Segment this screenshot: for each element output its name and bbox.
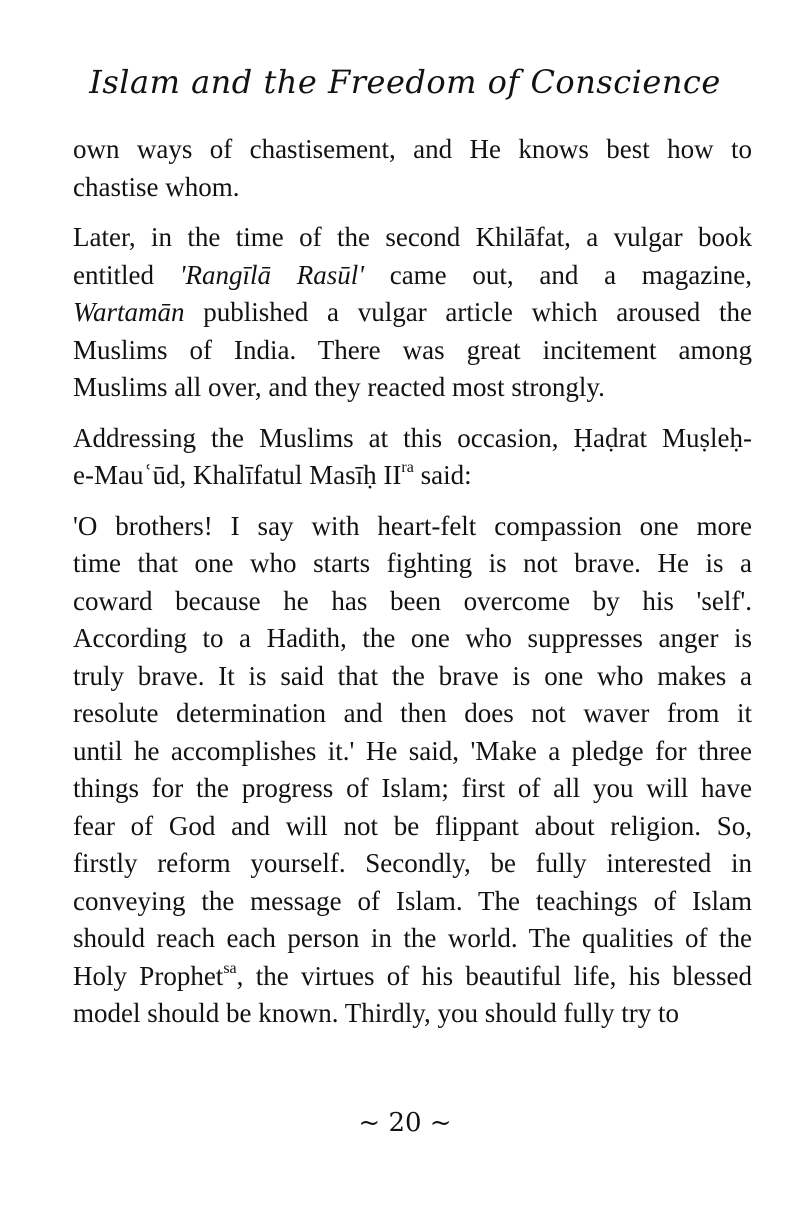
text-line: According to a Hadith, the one who suppresses anger is bbox=[73, 623, 752, 653]
book-title-italic: 'Rangīlā Rasūl' bbox=[179, 259, 364, 290]
text-segment: came out, and a magazine, bbox=[363, 259, 752, 290]
text-segment: said: bbox=[413, 460, 472, 490]
text-line: Muslims all over, and they reacted most strongly. bbox=[73, 372, 605, 402]
text-line: resolute determination and then does not waver from it bbox=[73, 698, 752, 728]
text-line: conveying the message of Islam. The teachings of Islam bbox=[73, 885, 752, 916]
text-segment: published a vulgar article which aroused the bbox=[184, 297, 752, 327]
text-line: truly brave. It is said that the brave is one who makes a bbox=[73, 660, 752, 691]
text-segment: entitled bbox=[73, 259, 180, 290]
magazine-title-italic: Wartamān bbox=[73, 297, 185, 327]
text-line: Addressing the Muslims at this occasion, Ḥaḍrat Muṣleḥ- bbox=[73, 422, 752, 453]
paragraph bbox=[73, 219, 752, 407]
text-line: fear of God and will not be flippant about religion. So, bbox=[73, 810, 752, 841]
text-line: 'O brothers! I say with heart-felt compassion one more bbox=[73, 510, 752, 541]
text-line: model should be known. Thirdly, you should fully try to bbox=[73, 998, 679, 1028]
page-footer bbox=[0, 1106, 810, 1140]
text-line: Later, in the time of the second Khilāfat, a vulgar book bbox=[73, 222, 752, 252]
text-line: Muslims of India. There was great incitement among bbox=[73, 334, 752, 365]
superscript-abbreviation: ra bbox=[401, 459, 414, 476]
text-line bbox=[73, 958, 752, 996]
paragraph bbox=[73, 131, 752, 206]
page-header bbox=[0, 62, 810, 102]
page-body bbox=[73, 131, 752, 1046]
text-line: coward because he has been overcome by his 'self'. bbox=[73, 585, 752, 616]
superscript-abbreviation: sa bbox=[223, 959, 237, 977]
text-segment: , the virtues of his beautiful life, his blessed bbox=[236, 960, 752, 991]
running-header-title: Islam and the Freedom of Conscience bbox=[89, 63, 721, 101]
text-line: should reach each person in the world. The qualities of the bbox=[73, 923, 752, 953]
text-line: things for the progress of Islam; first of all you will have bbox=[73, 773, 752, 803]
text-line bbox=[73, 257, 752, 295]
paragraph bbox=[73, 508, 752, 1033]
text-segment: Holy Prophet bbox=[73, 960, 224, 991]
paragraph bbox=[73, 420, 752, 495]
text-line: until he accomplishes it.' He said, 'Make a pledge for three bbox=[73, 735, 752, 766]
text-line bbox=[73, 294, 752, 332]
text-line bbox=[73, 457, 752, 495]
text-line: own ways of chastisement, and He knows best how to bbox=[73, 134, 752, 164]
text-segment: e-Mauʿūd, Khalīfatul Masīḥ II bbox=[73, 460, 402, 490]
text-line: time that one who starts fighting is not brave. He is a bbox=[73, 548, 752, 578]
text-line: firstly reform yourself. Secondly, be fully interested in bbox=[73, 848, 752, 878]
text-line: chastise whom. bbox=[73, 171, 240, 202]
page-number: ~ 20 ~ bbox=[358, 1108, 452, 1138]
